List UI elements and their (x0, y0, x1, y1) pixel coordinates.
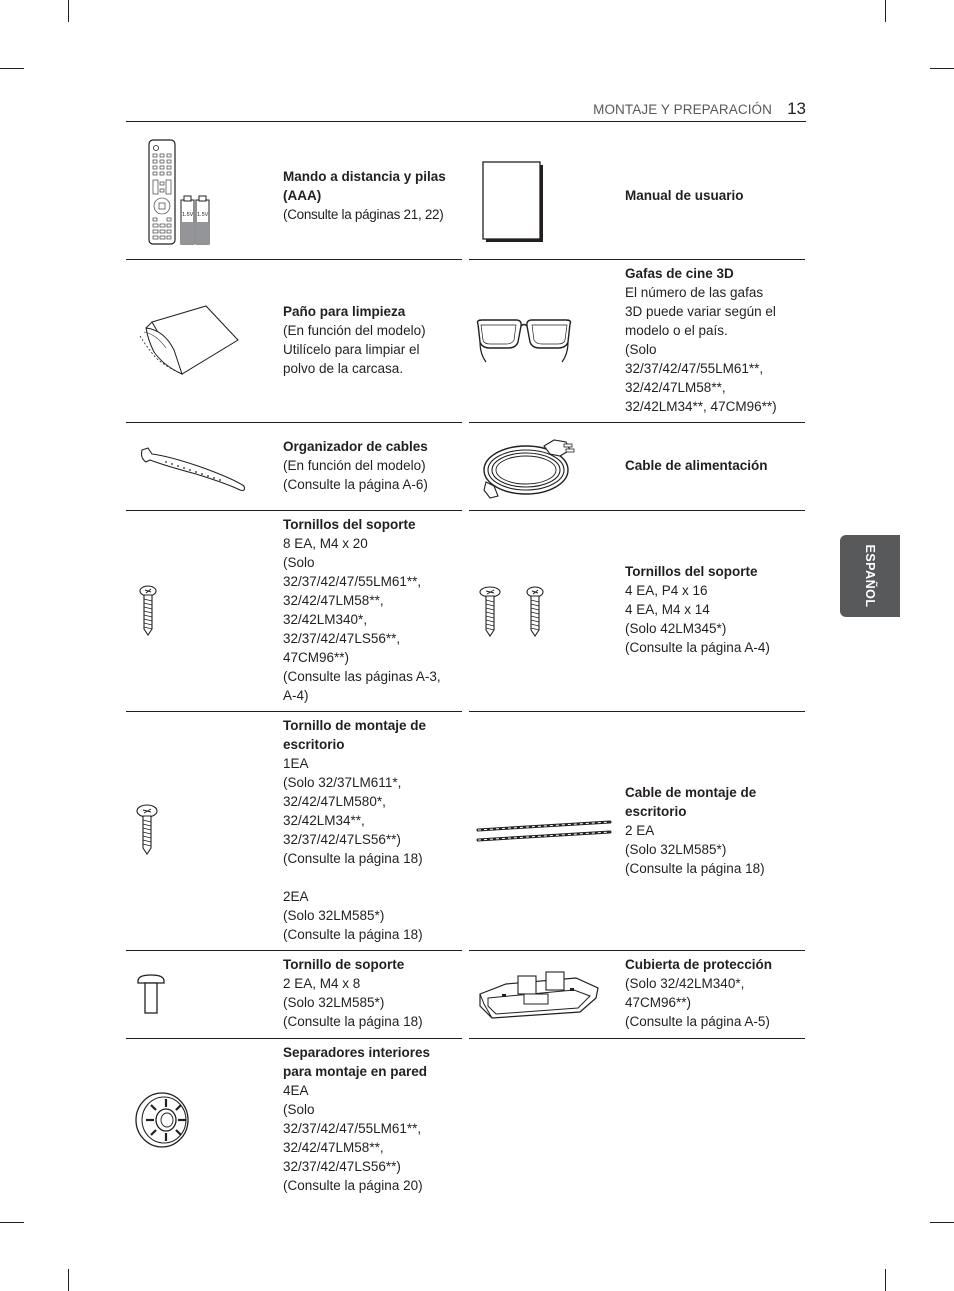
item-text (625, 264, 805, 416)
row-divider (469, 422, 805, 423)
item-text (283, 716, 463, 944)
item-text (283, 302, 463, 378)
crop-mark (0, 1222, 24, 1223)
item-title: Manual de usuario (625, 188, 744, 203)
item-description: 2 EA (Solo 32LM585*) (Consulte la página 18) (625, 823, 765, 876)
item-title: Tornillos del soporte (283, 517, 416, 532)
item-title: Mando a distancia y pilas (AAA) (283, 169, 446, 203)
screw-icon (135, 804, 159, 856)
row-divider (126, 1038, 462, 1039)
cable-holder-icon (136, 444, 248, 494)
item-description: 4EA (Solo 32/37/42/47/55LM61**, 32/42/47LM58**, 32/37/42/47LS56**) (Consulte la página 20) (283, 1083, 423, 1193)
desk-mount-cable-icon (476, 818, 614, 844)
crop-mark (68, 0, 69, 22)
item-description: 1EA (Solo 32/37LM611*, 32/42/47LM580*, 32/42LM34**, 32/37/42/47LS56**) (Consulte la página 18) 2EA (Solo 32LM585*) (Consulte la página 18) (283, 756, 423, 942)
remote-and-batteries-icon (145, 138, 217, 248)
item-title: Gafas de cine 3D (625, 266, 734, 281)
battery-label: 1.5V (197, 212, 209, 218)
crop-mark (0, 68, 24, 69)
item-title: Cable de montaje de escritorio (625, 785, 757, 819)
item-title: Tornillos del soporte (625, 564, 758, 579)
item-description: 8 EA, M4 x 20 (Solo 32/37/42/47/55LM61**, 32/42/47LM58**, 32/42LM340*, 32/37/42/47LS56**, 47CM96**) (Consulte las páginas A-3, A-4) (283, 536, 441, 703)
row-divider (126, 711, 462, 712)
item-text (625, 186, 805, 205)
item-title: Tornillo de montaje de escritorio (283, 718, 427, 752)
item-text (283, 515, 463, 705)
header-rule (126, 121, 806, 122)
bolt-icon (136, 973, 166, 1015)
screw-icon (525, 586, 545, 638)
crop-mark (930, 68, 954, 69)
cleaning-cloth-icon (134, 300, 246, 380)
screw-icon (478, 586, 502, 638)
row-divider (126, 422, 462, 423)
item-title: Cable de alimentación (625, 458, 768, 473)
item-text (625, 955, 805, 1031)
row-divider (469, 259, 805, 260)
item-text (625, 783, 805, 878)
manual-book-icon (480, 160, 546, 244)
crop-mark (930, 1222, 954, 1223)
item-text (283, 167, 463, 224)
item-text (283, 955, 463, 1031)
item-text (283, 437, 463, 494)
screw-icon (138, 585, 158, 637)
item-title: Paño para limpieza (283, 304, 406, 319)
crop-mark (68, 1269, 69, 1291)
item-title: Organizador de cables (283, 439, 428, 454)
item-text (625, 456, 805, 475)
item-description: (Consulte la páginas 21, 22) (283, 207, 444, 222)
row-divider (469, 711, 805, 712)
language-tab-label: ESPAÑOL (863, 544, 877, 608)
protection-cover-icon (476, 964, 604, 1024)
item-text (283, 1043, 463, 1195)
row-divider (126, 510, 462, 511)
page-header (126, 101, 806, 121)
item-description: (En función del modelo) Utilícelo para limpiar el polvo de la carcasa. (283, 323, 426, 376)
item-title: Tornillo de soporte (283, 957, 405, 972)
item-title: Separadores interiores para montaje en pared (283, 1045, 431, 1079)
row-divider (126, 950, 462, 951)
item-title: Cubierta de protección (625, 957, 773, 972)
language-tab (840, 535, 900, 617)
page-number: 13 (787, 99, 806, 118)
battery-label: 1.5V (182, 212, 194, 218)
row-divider (469, 1038, 805, 1039)
row-divider (469, 510, 805, 511)
row-divider (126, 259, 462, 260)
item-text (625, 562, 805, 657)
item-description: 4 EA, P4 x 16 4 EA, M4 x 14 (Solo 42LM345*) (Consulte la página A-4) (625, 583, 770, 655)
crop-mark (885, 0, 886, 22)
row-divider (469, 950, 805, 951)
item-description: 2 EA, M4 x 8 (Solo 32LM585*) (Consulte la página 18) (283, 976, 423, 1029)
item-description: (Solo 32/42LM340*, 47CM96**) (Consulte la página A-5) (625, 976, 770, 1029)
wall-spacer-icon (134, 1091, 190, 1149)
item-description: (En función del modelo) (Consulte la página A-6) (283, 458, 428, 492)
crop-mark (885, 1269, 886, 1291)
power-cord-icon (480, 434, 584, 500)
item-description: El número de las gafas 3D puede variar según el modelo o el país. (Solo 32/37/42/47/55LM61**, 32/42/47LM58**, 32/42LM34**, 47CM96**) (625, 285, 777, 414)
3d-glasses-icon (474, 312, 574, 366)
section-title: MONTAJE Y PREPARACIÓN (593, 102, 772, 117)
